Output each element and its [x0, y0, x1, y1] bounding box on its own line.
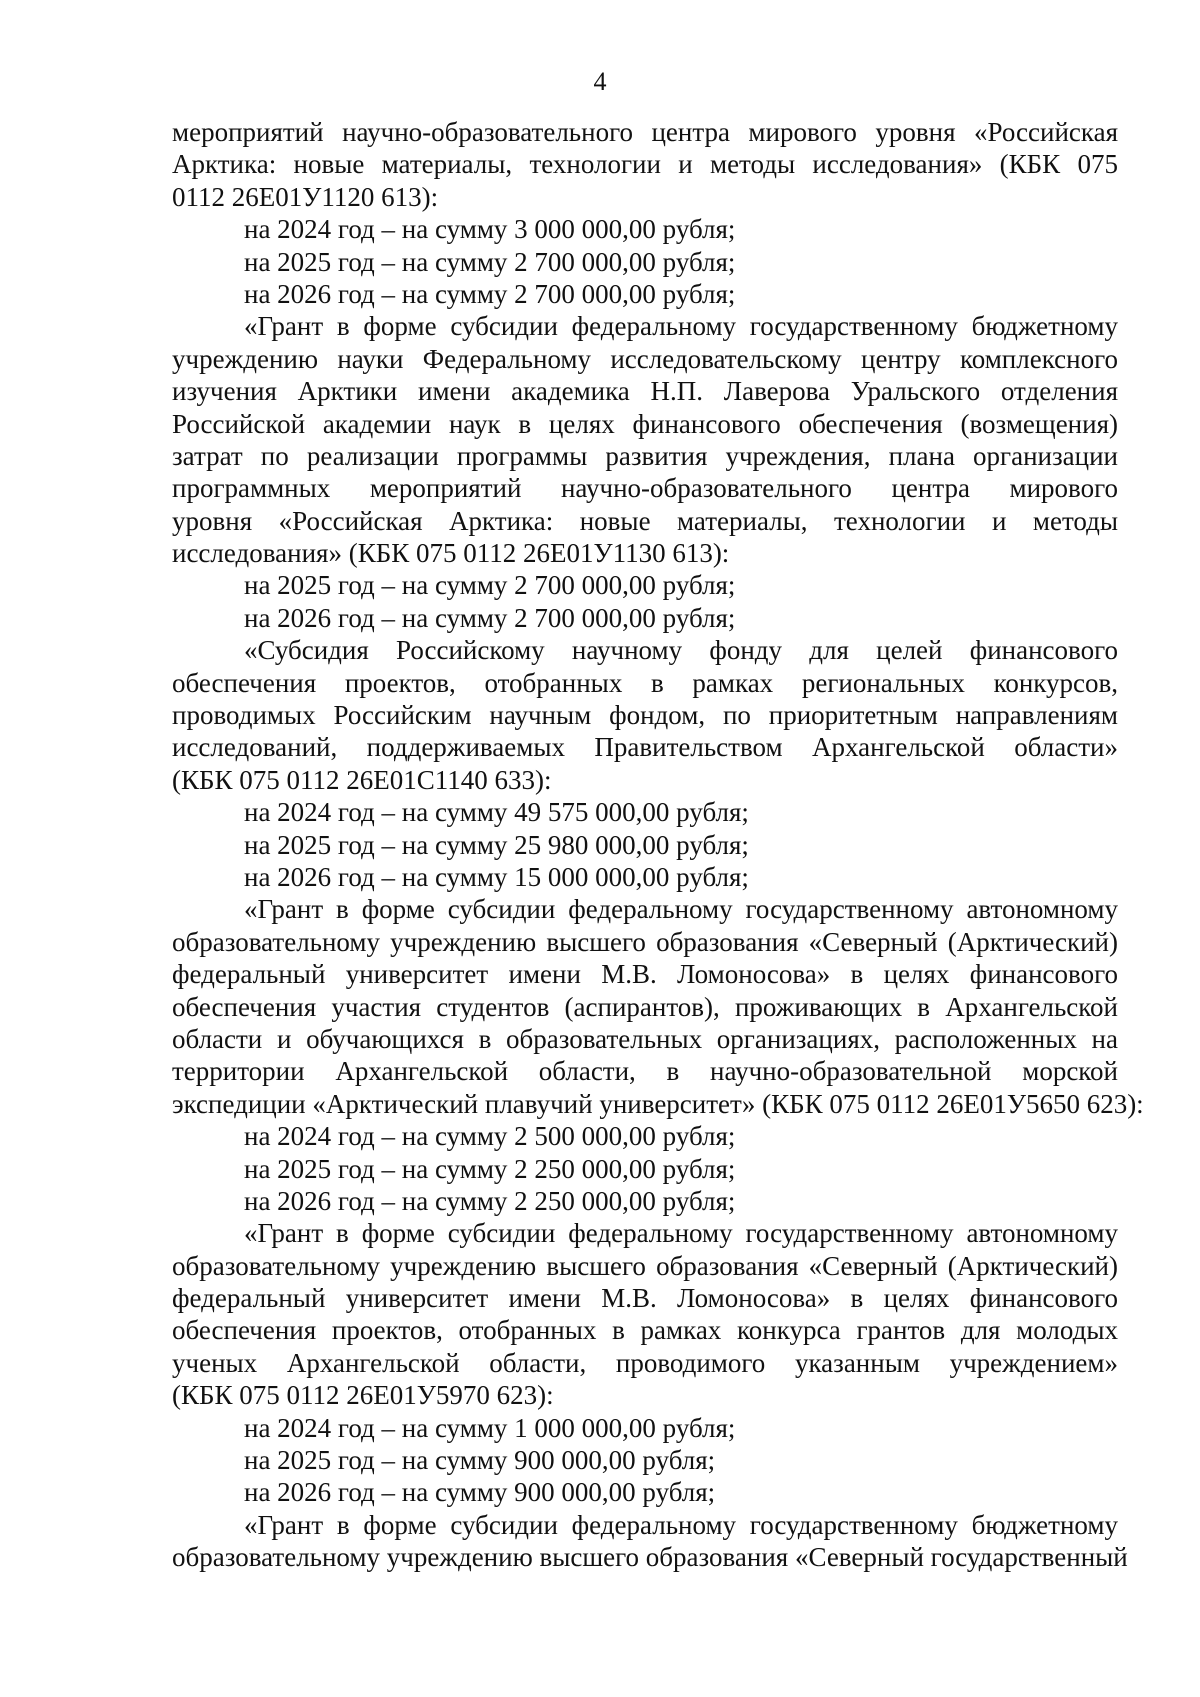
text-line: (КБК 075 0112 26Е01С1140 633): [172, 764, 552, 795]
text-line: проводимых Российским научным фондом, по приоритетным направлениям [172, 700, 1118, 731]
text-line: Российской академии наук в целях финансового обеспечения (возмещения) [172, 408, 1118, 439]
text-line: на 2025 год – на сумму 2 250 000,00 рубля; [244, 1153, 736, 1184]
text-line: мероприятий научно-образовательного центра мирового уровня «Российская [172, 117, 1118, 147]
text-line: федеральный университет имени М.В. Ломоносова» в целях финансового [172, 1283, 1118, 1314]
text-line: на 2024 год – на сумму 1 000 000,00 рубля; [244, 1412, 736, 1443]
text-line: обеспечения участия студентов (аспирантов), проживающих в Архангельской [172, 991, 1118, 1022]
text-line: (КБК 075 0112 26Е01У5970 623): [172, 1380, 554, 1411]
text-line: 0112 26Е01У1120 613): [172, 181, 439, 212]
text-line: на 2025 год – на сумму 900 000,00 рубля; [244, 1445, 716, 1476]
text-line: исследования» (КБК 075 0112 26Е01У1130 613): [172, 538, 730, 569]
text-line: на 2026 год – на сумму 2 700 000,00 рубля; [244, 602, 736, 633]
text-line: федеральный университет имени М.В. Ломоносова» в целях финансового [172, 959, 1118, 990]
text-line: на 2024 год – на сумму 3 000 000,00 рубля; [244, 214, 736, 245]
text-line: «Грант в форме субсидии федеральному государственному бюджетному [244, 311, 1118, 342]
text-line: «Грант в форме субсидии федеральному государственному автономному [244, 894, 1118, 925]
text-line: на 2026 год – на сумму 2 250 000,00 рубля; [244, 1185, 736, 1216]
text-line: области и обучающихся в образовательных организациях, расположенных на [172, 1023, 1118, 1054]
text-line: программных мероприятий научно-образовательного центра мирового [172, 473, 1118, 504]
text-line: на 2025 год – на сумму 2 700 000,00 рубля; [244, 246, 736, 277]
text-line: «Грант в форме субсидии федеральному государственному бюджетному [244, 1509, 1118, 1540]
text-line: образовательному учреждению высшего образования «Северный (Арктический) [172, 1250, 1118, 1281]
text-line: затрат по реализации программы развития учреждения, плана организации [172, 440, 1118, 471]
text-line: экспедиции «Арктический плавучий университет» (КБК 075 0112 26Е01У5650 623): [172, 1088, 1144, 1119]
text-line: на 2024 год – на сумму 49 575 000,00 рубля; [244, 797, 749, 828]
text-line: изучения Арктики имени академика Н.П. Лаверова Уральского отделения [172, 376, 1118, 407]
text-line: «Грант в форме субсидии федеральному государственному автономному [244, 1218, 1118, 1249]
text-line: образовательному учреждению высшего образования «Северный государственный [172, 1542, 1128, 1573]
text-line: на 2026 год – на сумму 2 700 000,00 рубля; [244, 278, 736, 309]
text-line: Арктика: новые материалы, технологии и методы исследования» (КБК 075 [172, 149, 1118, 180]
text-line: обеспечения проектов, отобранных в рамках конкурса грантов для молодых [172, 1315, 1118, 1346]
text-line: ученых Архангельской области, проводимого указанным учреждением» [172, 1347, 1118, 1378]
text-line: учреждению науки Федеральному исследовательскому центру комплексного [172, 343, 1118, 374]
text-line: «Субсидия Российскому научному фонду для целей финансового [244, 635, 1118, 666]
page-number: 4 [593, 67, 607, 96]
text-line: на 2026 год – на сумму 900 000,00 рубля; [244, 1477, 716, 1508]
text-line: на 2026 год – на сумму 15 000 000,00 рубля; [244, 861, 749, 892]
text-line: обеспечения проектов, отобранных в рамках региональных конкурсов, [172, 667, 1118, 698]
text-line: образовательному учреждению высшего образования «Северный (Арктический) [172, 926, 1118, 957]
text-line: исследований, поддерживаемых Правительством Архангельской области» [172, 732, 1118, 763]
text-line: уровня «Российская Арктика: новые материалы, технологии и методы [172, 505, 1118, 536]
text-line: территории Архангельской области, в научно-образовательной морской [172, 1056, 1118, 1087]
text-line: на 2024 год – на сумму 2 500 000,00 рубля; [244, 1121, 736, 1152]
text-line: на 2025 год – на сумму 2 700 000,00 рубля; [244, 570, 736, 601]
document-body [172, 116, 1144, 1574]
text-line: на 2025 год – на сумму 25 980 000,00 рубля; [244, 829, 749, 860]
